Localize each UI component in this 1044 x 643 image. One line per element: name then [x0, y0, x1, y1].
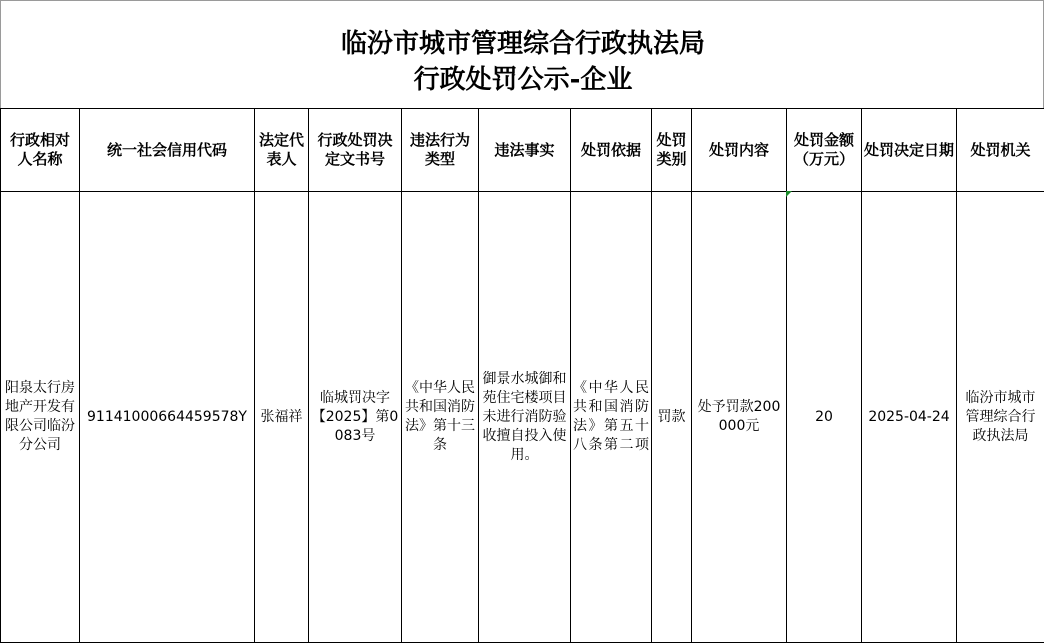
cell-authority — [957, 192, 1044, 643]
cell-content — [692, 192, 787, 643]
cell-comment-indicator-icon — [786, 191, 792, 197]
cell-category: 罚款 — [652, 192, 692, 643]
table-header-row — [1, 109, 1044, 192]
header-basis: 处罚依据 — [571, 109, 652, 192]
cell-basis — [571, 192, 652, 643]
cell-amount: 20 — [787, 192, 862, 643]
cell-authority-text: 临汾市城市管理综合行政执法局 — [959, 389, 1042, 446]
cell-name-text: 阳泉太行房地产开发有限公司临汾分公司 — [3, 379, 77, 455]
agency-title: 临汾市城市管理综合行政执法局 — [1, 23, 1044, 60]
header-content: 处罚内容 — [692, 109, 787, 192]
cell-doc-no — [309, 192, 402, 643]
cell-name — [1, 192, 80, 643]
header-amount: 处罚金额（万元） — [787, 109, 862, 192]
cell-date: 2025-04-24 — [862, 192, 957, 643]
header-name: 行政相对人名称 — [1, 109, 80, 192]
notice-title: 行政处罚公示-企业 — [1, 59, 1044, 96]
header-doc-no: 行政处罚决定文书号 — [309, 109, 402, 192]
header-category: 处罚类别 — [652, 109, 692, 192]
cell-facts-text: 御景水城御和苑住宅楼项目未进行消防验收擅自投入使用。 — [481, 370, 568, 465]
header-violation-type: 违法行为类型 — [402, 109, 479, 192]
cell-doc-no-text: 临城罚决字【2025】第0083号 — [311, 389, 399, 446]
header-legal-rep: 法定代表人 — [255, 109, 309, 192]
cell-content-text: 处予罚款200000元 — [694, 398, 784, 436]
cell-legal-rep: 张福祥 — [255, 192, 309, 643]
cell-basis-text: 《中华人民共和国消防法》第五十八条第二项 — [573, 379, 649, 455]
penalty-table — [0, 108, 1044, 643]
header-credit-code: 统一社会信用代码 — [80, 109, 255, 192]
header-authority: 处罚机关 — [957, 109, 1044, 192]
cell-violation-type-text: 《中华人民共和国消防法》第十三条 — [404, 379, 476, 455]
cell-facts — [479, 192, 571, 643]
table-row — [1, 192, 1044, 643]
cell-credit-code: 91141000664459578Y — [80, 192, 255, 643]
header-date: 处罚决定日期 — [862, 109, 957, 192]
header-facts: 违法事实 — [479, 109, 571, 192]
title-block — [0, 0, 1044, 108]
cell-violation-type — [402, 192, 479, 643]
